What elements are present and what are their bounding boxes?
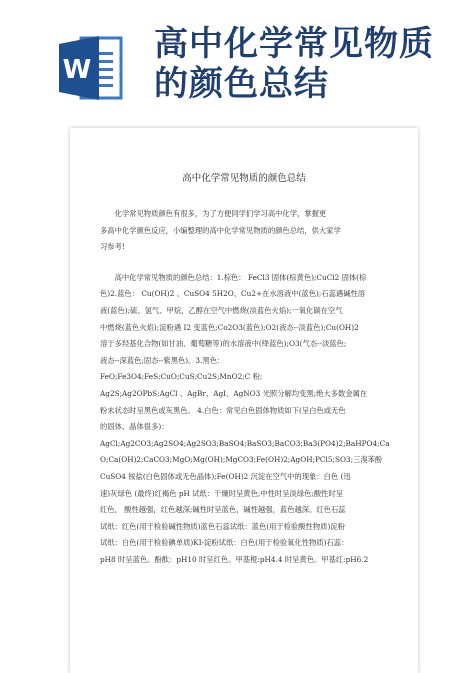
body-line: 溶于多羟基化合物(如甘油、葡萄糖等)的水溶液中(绛蓝色);O3(气态--淡蓝色; xyxy=(100,339,347,349)
intro-line: 化学常见物质颜色有很多，为了方便同学们学习高中化学，掌握更 xyxy=(114,209,327,218)
body-line: 粉末状态时呈黑色或灰黑色。 4.白色：常见白色固体物质如下(呈白色或无色 xyxy=(100,405,346,415)
document-title: 高中化学常见物质的颜色总结 xyxy=(182,173,306,184)
body-line: CuSO4 铵盐(白色固体或无色晶体);Fe(OH)2 沉淀在空气中的现象：白色 (迅 xyxy=(100,471,351,481)
body-line: pH8 时呈蓝色。酚酞：pH10 时呈红色。甲基橙:pH4.4 时呈黄色。甲基红:pH6.2 xyxy=(100,554,369,564)
word-icon-letter: W xyxy=(62,55,92,85)
body-line: 试纸：白色(用于检验碘单质)KI-淀粉试纸：白色(用于检验氧化性物质)石蕊： xyxy=(100,538,349,548)
intro-paragraph xyxy=(100,206,400,256)
body-line: 液(蓝色);硫、氢气、甲烷，乙醇在空气中燃烧(淡蓝色火焰);一氧化碳在空气 xyxy=(100,305,343,315)
body-line: AgCl;Ag2CO3;Ag2SO4;Ag2SO3;BaSO4;BaSO3;BaCO3;Ba3(PO4)2;BaHPO4;Ca xyxy=(100,438,390,448)
body-line: Ag2S;Ag2OPbS;AgCl 、AgBr、AgI、AgNO3 光照分解均变黑;绝大多数金属在 xyxy=(100,388,368,398)
document-body xyxy=(100,206,400,568)
body-line: 高中化学常见物质的颜色总结：1.棕色： FeCl3 固体(棕黄色);CuCl2 固体(棕 xyxy=(114,272,367,282)
intro-line: 习参考! xyxy=(100,242,125,252)
body-line: 试纸：红色(用于检验碱性物质)蓝色石蕊试纸：蓝色(用于检验酸性物质)淀粉 xyxy=(100,521,345,531)
header-banner xyxy=(0,0,474,118)
body-line: O;Ca(OH)2;CaCO3;MgO;Mg(OH);MgCO3;Fe(OH)2;AgOH;PCl5;SO3;三溴苯酚 xyxy=(100,455,383,465)
word-document-icon xyxy=(55,32,127,104)
document-page xyxy=(70,128,418,673)
body-line: 色)2.蓝色： Cu(OH)2 、CuSO4 5H2O、Cu2+在水溶液中(蓝色);石蕊遇碱性溶 xyxy=(100,289,366,299)
intro-line: 多高中化学颜色反应，小编整理的高中化学常见物质的颜色总结，供大家学 xyxy=(100,225,341,235)
title-line-2: 的颜色总结 xyxy=(154,64,329,104)
main-paragraph xyxy=(100,270,400,569)
body-line: 速)灰绿色 (最终)红褐色 pH 试纸：干燥时呈黄色;中性时呈淡绿色;酸性时呈 xyxy=(100,488,344,498)
page-title xyxy=(154,24,454,104)
body-line: 红色， 酸性越强，红色越深;碱性时呈蓝色，碱性越强，蓝色越深。红色石蕊 xyxy=(100,505,346,515)
body-line: FeO;Fe3O4;FeS;CuO;CuS;Cu2S;MnO2;C 粉; xyxy=(100,372,263,382)
body-line: 的固体、晶体很多)： xyxy=(100,422,169,432)
body-line: 液态--深蓝色;固态--紫黑色)。3.黑色： xyxy=(100,355,225,365)
title-line-1: 高中化学常见物质 xyxy=(154,24,434,64)
body-line: 中燃烧(蓝色火焰);淀粉遇 I2 变蓝色;Co2O3(蓝色);O2(液态--淡蓝色);Cu(OH)2 xyxy=(100,322,359,332)
